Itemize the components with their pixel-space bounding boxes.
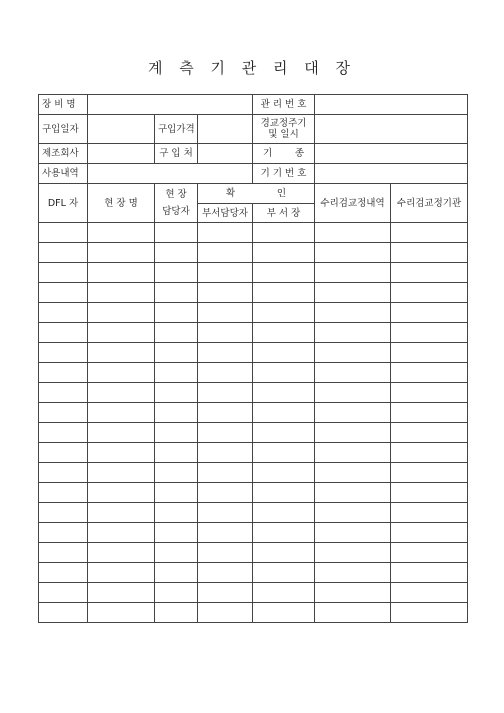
- info-row-usage: [39, 164, 468, 184]
- table-row: [39, 523, 468, 543]
- dfl-cell[interactable]: [39, 403, 88, 423]
- site-name-cell[interactable]: [88, 423, 155, 443]
- site-manager-cell[interactable]: [155, 263, 198, 283]
- table-row: [39, 383, 468, 403]
- repair-history-cell[interactable]: [315, 423, 391, 443]
- repair-history-cell[interactable]: [315, 263, 391, 283]
- table-row: [39, 483, 468, 503]
- repair-history-header: 수리검교정내역: [315, 184, 391, 223]
- site-name-cell[interactable]: [88, 263, 155, 283]
- dept-head-cell[interactable]: [253, 263, 315, 283]
- site-name-cell[interactable]: [88, 443, 155, 463]
- equipment-ledger-table: [38, 94, 468, 623]
- dept-manager-cell[interactable]: [198, 543, 253, 563]
- calibration-cycle-value[interactable]: [315, 115, 468, 144]
- site-name-cell[interactable]: [88, 483, 155, 503]
- table-row: [39, 443, 468, 463]
- dfl-cell[interactable]: [39, 543, 88, 563]
- repair-history-cell[interactable]: [315, 303, 391, 323]
- repair-history-cell[interactable]: [315, 363, 391, 383]
- site-manager-cell[interactable]: [155, 343, 198, 363]
- repair-history-cell[interactable]: [315, 343, 391, 363]
- dept-head-cell[interactable]: [253, 403, 315, 423]
- dept-head-cell[interactable]: [253, 283, 315, 303]
- info-row-purchase: [39, 115, 468, 144]
- repair-history-cell[interactable]: [315, 523, 391, 543]
- repair-history-cell[interactable]: [315, 443, 391, 463]
- repair-org-cell[interactable]: [391, 543, 468, 563]
- column-header-row-1: [39, 184, 468, 204]
- site-manager-line2: 담당자: [162, 206, 190, 217]
- purchase-date-value[interactable]: [88, 115, 155, 144]
- repair-history-cell[interactable]: [315, 483, 391, 503]
- dept-head-cell[interactable]: [253, 503, 315, 523]
- repair-org-cell[interactable]: [391, 283, 468, 303]
- repair-org-cell[interactable]: [391, 483, 468, 503]
- table-row: [39, 343, 468, 363]
- table-row: [39, 543, 468, 563]
- dfl-cell[interactable]: [39, 443, 88, 463]
- site-manager-cell[interactable]: [155, 223, 198, 243]
- site-manager-line1: 현 장: [165, 189, 187, 200]
- dept-manager-cell[interactable]: [198, 403, 253, 423]
- repair-org-header: 수리검교정기관: [391, 184, 468, 223]
- dept-manager-cell[interactable]: [198, 603, 253, 623]
- dept-manager-cell[interactable]: [198, 463, 253, 483]
- dfl-cell[interactable]: [39, 483, 88, 503]
- dept-manager-cell[interactable]: [198, 343, 253, 363]
- table-row: [39, 463, 468, 483]
- dept-head-cell[interactable]: [253, 423, 315, 443]
- table-row: [39, 583, 468, 603]
- dfl-header: DFL 자: [39, 184, 88, 223]
- repair-history-cell[interactable]: [315, 583, 391, 603]
- site-name-cell[interactable]: [88, 463, 155, 483]
- dfl-cell[interactable]: [39, 563, 88, 583]
- dept-manager-cell[interactable]: [198, 303, 253, 323]
- dept-manager-cell[interactable]: [198, 563, 253, 583]
- dfl-cell[interactable]: [39, 603, 88, 623]
- site-name-header: 현 장 명: [88, 184, 155, 223]
- repair-org-cell[interactable]: [391, 523, 468, 543]
- repair-org-cell[interactable]: [391, 423, 468, 443]
- site-name-cell[interactable]: [88, 323, 155, 343]
- repair-history-cell[interactable]: [315, 223, 391, 243]
- dept-head-cell[interactable]: [253, 323, 315, 343]
- repair-org-cell[interactable]: [391, 603, 468, 623]
- site-manager-cell[interactable]: [155, 503, 198, 523]
- site-manager-cell[interactable]: [155, 243, 198, 263]
- site-manager-cell[interactable]: [155, 323, 198, 343]
- site-name-cell[interactable]: [88, 283, 155, 303]
- repair-history-cell[interactable]: [315, 403, 391, 423]
- table-row: [39, 303, 468, 323]
- dept-manager-cell[interactable]: [198, 483, 253, 503]
- site-manager-cell[interactable]: [155, 443, 198, 463]
- site-manager-cell[interactable]: [155, 283, 198, 303]
- site-name-cell[interactable]: [88, 563, 155, 583]
- dfl-cell[interactable]: [39, 343, 88, 363]
- table-row: [39, 323, 468, 343]
- site-name-cell[interactable]: [88, 503, 155, 523]
- dfl-cell[interactable]: [39, 223, 88, 243]
- dept-head-cell[interactable]: [253, 603, 315, 623]
- manufacturer-label: 제조회사: [39, 144, 88, 164]
- site-manager-cell[interactable]: [155, 483, 198, 503]
- repair-history-cell[interactable]: [315, 383, 391, 403]
- repair-org-cell[interactable]: [391, 343, 468, 363]
- device-no-label: 기 기 번 호: [253, 164, 315, 184]
- table-row: [39, 563, 468, 583]
- site-name-cell[interactable]: [88, 523, 155, 543]
- confirm-header: [198, 184, 315, 204]
- management-no-value[interactable]: [315, 95, 468, 115]
- calibration-cycle-label: [253, 115, 315, 144]
- table-row: [39, 603, 468, 623]
- site-name-cell[interactable]: [88, 603, 155, 623]
- dept-manager-cell[interactable]: [198, 283, 253, 303]
- page-title: 계 측 기 관 리 대 장: [147, 59, 357, 77]
- calibration-cycle-line1: 경교정주기: [260, 118, 307, 129]
- equipment-name-value[interactable]: [88, 95, 253, 115]
- dept-manager-cell[interactable]: [198, 263, 253, 283]
- table-row: [39, 263, 468, 283]
- site-manager-header: [155, 184, 198, 223]
- repair-org-cell[interactable]: [391, 403, 468, 423]
- dfl-cell[interactable]: [39, 523, 88, 543]
- device-no-value[interactable]: [315, 164, 468, 184]
- dept-manager-cell[interactable]: [198, 583, 253, 603]
- purchase-price-value[interactable]: [198, 115, 253, 144]
- repair-history-cell[interactable]: [315, 463, 391, 483]
- dept-manager-cell[interactable]: [198, 363, 253, 383]
- model-label-a: 기: [263, 148, 273, 159]
- usage-history-value[interactable]: [88, 164, 253, 184]
- purchase-price-label: 구입가격: [155, 115, 198, 144]
- dfl-cell[interactable]: [39, 283, 88, 303]
- purchase-date-label: 구입일자: [39, 115, 88, 144]
- dept-head-header: 부 서 장: [253, 204, 315, 223]
- dept-manager-cell[interactable]: [198, 443, 253, 463]
- repair-org-cell[interactable]: [391, 243, 468, 263]
- repair-org-cell[interactable]: [391, 503, 468, 523]
- site-name-cell[interactable]: [88, 303, 155, 323]
- repair-org-cell[interactable]: [391, 463, 468, 483]
- site-manager-cell[interactable]: [155, 563, 198, 583]
- dept-head-cell[interactable]: [253, 543, 315, 563]
- site-manager-cell[interactable]: [155, 303, 198, 323]
- repair-org-cell[interactable]: [391, 443, 468, 463]
- site-name-cell[interactable]: [88, 343, 155, 363]
- model-label: [253, 144, 315, 164]
- repair-org-cell[interactable]: [391, 563, 468, 583]
- dfl-cell[interactable]: [39, 263, 88, 283]
- repair-org-cell[interactable]: [391, 263, 468, 283]
- dept-head-cell[interactable]: [253, 343, 315, 363]
- model-value[interactable]: [315, 144, 468, 164]
- info-row-equipment: [39, 95, 468, 115]
- dept-manager-cell[interactable]: [198, 503, 253, 523]
- repair-org-cell[interactable]: [391, 363, 468, 383]
- dept-head-cell[interactable]: [253, 563, 315, 583]
- repair-org-cell[interactable]: [391, 303, 468, 323]
- equipment-name-label: 장 비 명: [39, 95, 88, 115]
- site-manager-cell[interactable]: [155, 383, 198, 403]
- dept-manager-cell[interactable]: [198, 323, 253, 343]
- dept-head-cell[interactable]: [253, 303, 315, 323]
- site-manager-cell[interactable]: [155, 463, 198, 483]
- confirm-label-b: 인: [276, 188, 287, 199]
- site-manager-cell[interactable]: [155, 403, 198, 423]
- site-name-cell[interactable]: [88, 243, 155, 263]
- repair-history-cell[interactable]: [315, 543, 391, 563]
- repair-org-cell[interactable]: [391, 323, 468, 343]
- repair-org-cell[interactable]: [391, 383, 468, 403]
- repair-history-cell[interactable]: [315, 243, 391, 263]
- table-row: [39, 223, 468, 243]
- dfl-cell[interactable]: [39, 243, 88, 263]
- dept-manager-header: 부서담당자: [198, 204, 253, 223]
- table-row: [39, 363, 468, 383]
- dept-head-cell[interactable]: [253, 223, 315, 243]
- site-name-cell[interactable]: [88, 383, 155, 403]
- table-row: [39, 283, 468, 303]
- site-manager-cell[interactable]: [155, 423, 198, 443]
- repair-history-cell[interactable]: [315, 323, 391, 343]
- dfl-cell[interactable]: [39, 503, 88, 523]
- table-row: [39, 243, 468, 263]
- dept-head-cell[interactable]: [253, 523, 315, 543]
- dfl-cell[interactable]: [39, 583, 88, 603]
- table-row: [39, 423, 468, 443]
- repair-org-cell[interactable]: [391, 583, 468, 603]
- site-name-cell[interactable]: [88, 583, 155, 603]
- site-name-cell[interactable]: [88, 403, 155, 423]
- site-manager-cell[interactable]: [155, 543, 198, 563]
- dfl-cell[interactable]: [39, 463, 88, 483]
- repair-history-cell[interactable]: [315, 503, 391, 523]
- dept-head-cell[interactable]: [253, 483, 315, 503]
- dept-manager-cell[interactable]: [198, 383, 253, 403]
- purchase-place-label: 구 입 처: [155, 144, 198, 164]
- site-name-cell[interactable]: [88, 223, 155, 243]
- table-row: [39, 403, 468, 423]
- dfl-cell[interactable]: [39, 303, 88, 323]
- dept-head-cell[interactable]: [253, 243, 315, 263]
- site-name-cell[interactable]: [88, 363, 155, 383]
- repair-history-cell[interactable]: [315, 563, 391, 583]
- table-row: [39, 503, 468, 523]
- dfl-cell[interactable]: [39, 383, 88, 403]
- model-label-b: 종: [294, 148, 305, 159]
- dept-head-cell[interactable]: [253, 383, 315, 403]
- repair-history-cell[interactable]: [315, 603, 391, 623]
- dept-head-cell[interactable]: [253, 443, 315, 463]
- dept-manager-cell[interactable]: [198, 223, 253, 243]
- site-manager-cell[interactable]: [155, 363, 198, 383]
- purchase-place-value[interactable]: [198, 144, 253, 164]
- info-row-manufacturer: [39, 144, 468, 164]
- management-no-label: 관 리 번 호: [253, 95, 315, 115]
- dept-manager-cell[interactable]: [198, 423, 253, 443]
- usage-history-label: 사용내역: [39, 164, 88, 184]
- dept-manager-cell[interactable]: [198, 243, 253, 263]
- site-name-cell[interactable]: [88, 543, 155, 563]
- dept-head-cell[interactable]: [253, 463, 315, 483]
- repair-history-cell[interactable]: [315, 283, 391, 303]
- manufacturer-value[interactable]: [88, 144, 155, 164]
- dept-manager-cell[interactable]: [198, 523, 253, 543]
- dept-head-cell[interactable]: [253, 363, 315, 383]
- dfl-cell[interactable]: [39, 323, 88, 343]
- dfl-cell[interactable]: [39, 363, 88, 383]
- dept-head-cell[interactable]: [253, 583, 315, 603]
- site-manager-cell[interactable]: [155, 603, 198, 623]
- repair-org-cell[interactable]: [391, 223, 468, 243]
- calibration-cycle-line2: 및 일시: [268, 129, 299, 140]
- confirm-label-a: 확: [226, 188, 236, 199]
- site-manager-cell[interactable]: [155, 583, 198, 603]
- dfl-cell[interactable]: [39, 423, 88, 443]
- site-manager-cell[interactable]: [155, 523, 198, 543]
